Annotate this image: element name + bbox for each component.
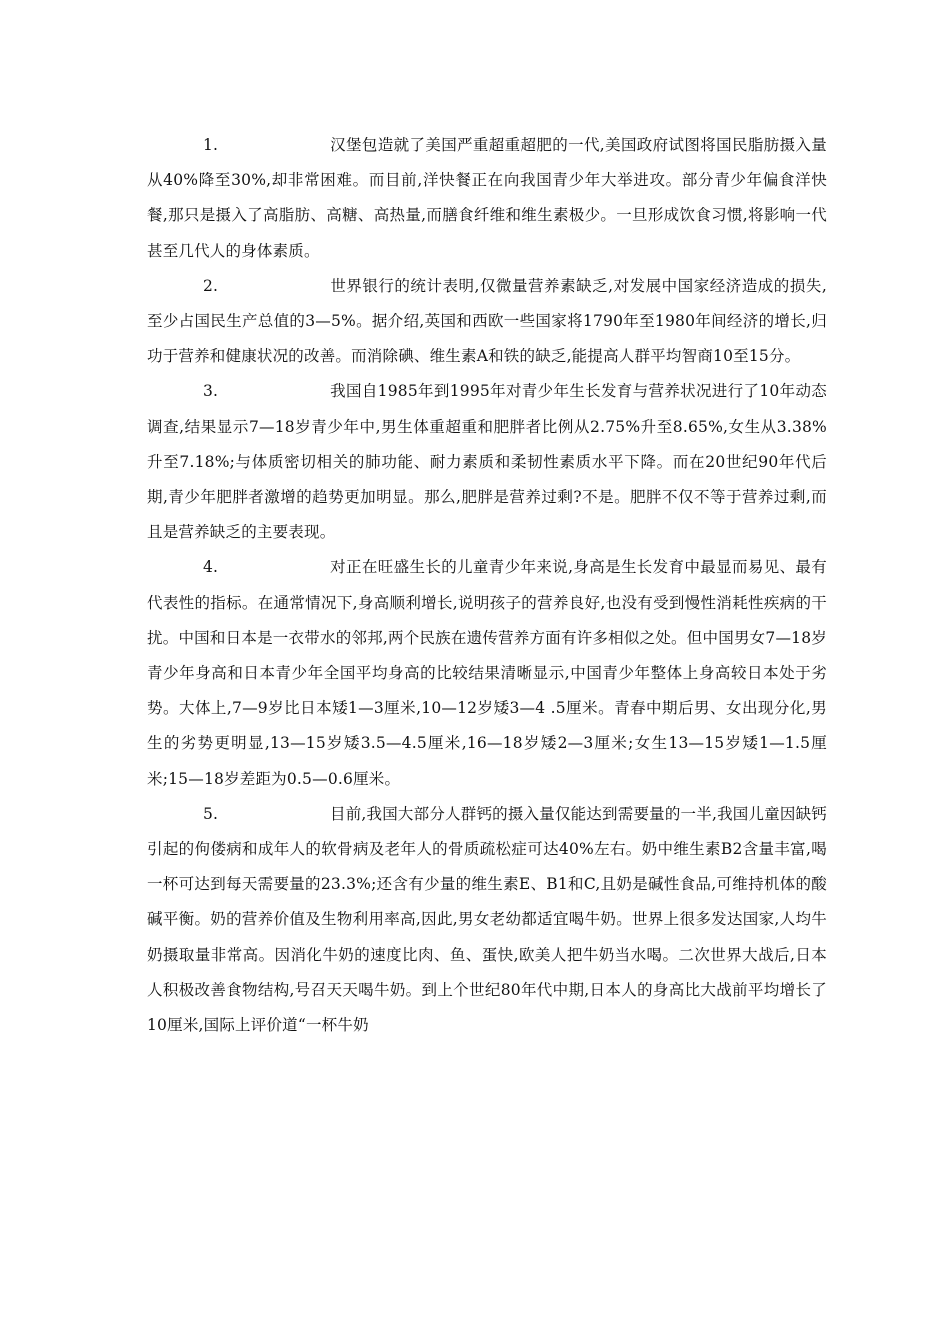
paragraph-3 xyxy=(147,374,827,550)
paragraph-4 xyxy=(147,550,827,796)
paragraph-number: 5. xyxy=(203,804,219,823)
paragraph-text: 世界银行的统计表明,仅微量营养素缺乏,对发展中国家经济造成的损失,至少占国民生产总值的3—5%。据介绍,英国和西欧一些国家将1790年至1980年间经济的增长,归功于营养和健康状况的改善。而消除碘、维生素A和铁的缺乏,能提高人群平均智商10至15分。 xyxy=(147,276,827,366)
paragraph-number: 4. xyxy=(203,558,219,577)
paragraph-text: 汉堡包造就了美国严重超重超肥的一代,美国政府试图将国民脂肪摄入量从40%降至30%,却非常困难。而目前,洋快餐正在向我国青少年大举进攻。部分青少年偏食洋快餐,那只是摄入了高脂肪、高糖、高热量,而膳食纤维和维生素极少。一旦形成饮食习惯,将影响一代甚至几代人的身体素质。 xyxy=(147,136,827,260)
paragraph-number: 2. xyxy=(203,276,219,295)
paragraph-2 xyxy=(147,269,827,375)
paragraph-5 xyxy=(147,797,827,1043)
paragraph-text: 目前,我国大部分人群钙的摄入量仅能达到需要量的一半,我国儿童因缺钙引起的佝偻病和成年人的软骨病及老年人的骨质疏松症可达40%左右。奶中维生素B2含量丰富,喝一杯可达到每天需要量的23.3%;还含有少量的维生素E、B1和C,且奶是碱性食品,可维持机体的酸碱平衡。奶的营养价值及生物利用率高,因此,男女老幼都适宜喝牛奶。世界上很多发达国家,人均牛奶摄取量非常高。因消化牛奶的速度比肉、鱼、蛋快,欧美人把牛奶当水喝。二次世界大战后,日本人积极改善食物结构,号召天天喝牛奶。到上个世纪80年代中期,日本人的身高比大战前平均增长了10厘米,国际上评价道“一杯牛奶 xyxy=(147,804,827,1035)
paragraph-text: 我国自1985年到1995年对青少年生长发育与营养状况进行了10年动态调查,结果显示7—18岁青少年中,男生体重超重和肥胖者比例从2.75%升至8.65%,女生从3.38%升至7.18%;与体质密切相关的肺功能、耐力素质和柔韧性素质水平下降。而在20世纪90年代后期,青少年肥胖者激增的趋势更加明显。那么,肥胖是营养过剩?不是。肥胖不仅不等于营养过剩,而且是营养缺乏的主要表现。 xyxy=(147,382,827,542)
paragraph-number: 1. xyxy=(203,136,219,154)
paragraph-text: 对正在旺盛生长的儿童青少年来说,身高是生长发育中最显而易见、最有代表性的指标。在通常情况下,身高顺利增长,说明孩子的营养良好,也没有受到慢性消耗性疾病的干扰。中国和日本是一衣带水的邻邦,两个民族在遗传营养方面有许多相似之处。但中国男女7—18岁青少年身高和日本青少年全国平均身高的比较结果清晰显示,中国青少年整体上身高较日本处于劣势。大体上,7—9岁比日本矮1—3厘米,10—12岁矮3—4 .5厘米。青春中期后男、女出现分化,男生的劣势更明显,13—15岁矮3.5—4.5厘米,16—18岁矮2—3厘米;女生13—15岁矮1—1.5厘米;15—18岁差距为0.5—0.6厘米。 xyxy=(147,558,827,788)
paragraph-1 xyxy=(147,128,827,269)
paragraph-number: 3. xyxy=(203,382,219,401)
document-page xyxy=(147,128,827,1043)
